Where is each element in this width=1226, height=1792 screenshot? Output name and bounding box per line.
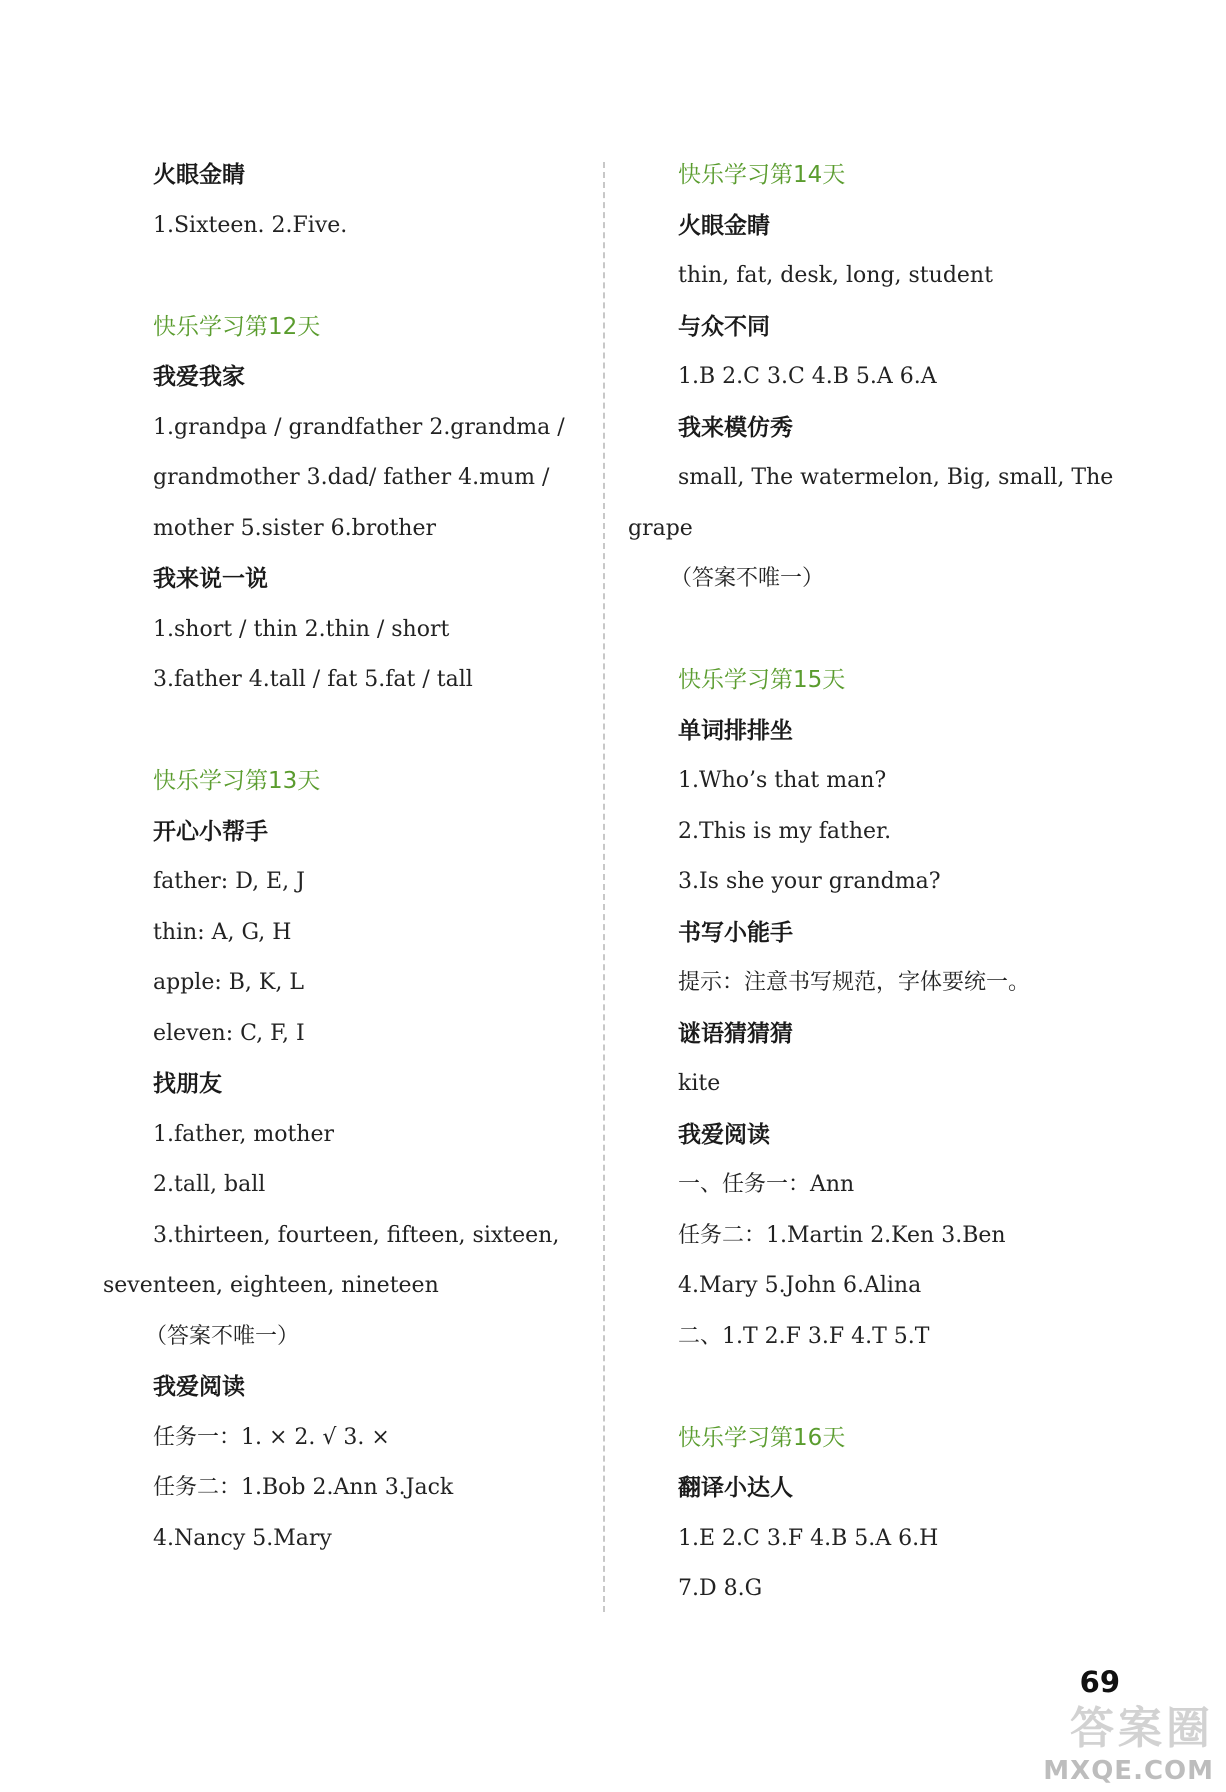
section-title: 找朋友	[153, 1071, 222, 1097]
section-title: 单词排排坐	[678, 717, 793, 744]
answer-line: seventeen, eighteen, nineteen	[103, 1273, 439, 1298]
answer-line: 1.grandpa / grandfather 2.grandma /	[153, 414, 565, 440]
answer-line: grandmother 3.dad/ father 4.mum /	[153, 465, 550, 490]
answer-line: 7.D 8.G	[678, 1576, 763, 1601]
section-title: 我爱阅读	[153, 1374, 245, 1400]
answer-line: small, The watermelon, Big, small, The	[678, 465, 1114, 490]
answer-line: 1.E 2.C 3.F 4.B 5.A 6.H	[678, 1525, 939, 1551]
answer-line: 任务二：1.Bob 2.Ann 3.Jack	[153, 1475, 454, 1500]
answer-line: 3.thirteen, fourteen, fifteen, sixteen,	[153, 1222, 560, 1248]
answer-line: apple: B, K, L	[153, 970, 304, 995]
day-12-title: 快乐学习第12天	[153, 313, 321, 340]
section-title: 开心小帮手	[153, 818, 268, 845]
left-column	[103, 150, 593, 1564]
answer-line: mother 5.sister 6.brother	[153, 515, 437, 541]
answer-note: （答案不唯一）	[145, 1323, 300, 1349]
answer-line: thin: A, G, H	[153, 919, 292, 945]
day-13-title: 快乐学习第13天	[153, 768, 321, 794]
answer-line: 提示：注意书写规范，字体要统一。	[678, 970, 1031, 995]
answer-line: 任务一：1. × 2. √ 3. ×	[153, 1424, 390, 1450]
page-number: 69	[1079, 1665, 1120, 1699]
answer-line: 一、任务一：Ann	[678, 1172, 855, 1197]
answer-line: 任务二：1.Martin 2.Ken 3.Ben	[678, 1222, 1006, 1248]
answer-line: 1.father, mother	[153, 1121, 335, 1147]
section-title: 我来模仿秀	[678, 414, 793, 441]
section-title: 谜语猜猜猜	[678, 1020, 793, 1047]
section-title: 火眼金睛	[153, 162, 245, 188]
column-divider	[603, 162, 605, 1612]
answer-line: 1.Who’s that man?	[678, 768, 887, 793]
answer-line: 3.father 4.tall / fat 5.fat / tall	[153, 667, 473, 692]
answer-note: （答案不唯一）	[670, 566, 825, 591]
answer-line: 1.Sixteen. 2.Five.	[153, 212, 348, 238]
section-title: 翻译小达人	[678, 1475, 793, 1501]
watermark-url: MXQE.COM	[1043, 1756, 1214, 1786]
answer-line: 1.short / thin 2.thin / short	[153, 616, 450, 642]
section-title: 与众不同	[678, 313, 770, 340]
answer-line: 4.Nancy 5.Mary	[153, 1525, 332, 1551]
answer-line: 1.B 2.C 3.C 4.B 5.A 6.A	[678, 364, 937, 389]
right-column	[628, 150, 1118, 1615]
section-title: 我爱阅读	[678, 1121, 770, 1148]
watermark	[1043, 1692, 1214, 1786]
day-16-title: 快乐学习第16天	[678, 1424, 846, 1451]
answer-line: kite	[678, 1071, 721, 1096]
section-title: 我来说一说	[153, 566, 268, 592]
answer-line: father: D, E, J	[153, 869, 305, 894]
answer-line: eleven: C, F, I	[153, 1020, 305, 1046]
answer-line: 2.This is my father.	[678, 818, 892, 844]
answer-line: thin, fat, desk, long, student	[678, 263, 993, 288]
day-15-title: 快乐学习第15天	[678, 667, 846, 693]
day-14-title: 快乐学习第14天	[678, 162, 846, 188]
section-title: 火眼金睛	[678, 212, 770, 239]
section-title: 我爱我家	[153, 364, 245, 390]
watermark-text: 答案圈	[1070, 1703, 1214, 1754]
section-title: 书写小能手	[678, 919, 793, 946]
answer-line: grape	[628, 515, 693, 541]
answer-line: 二、1.T 2.F 3.F 4.T 5.T	[678, 1323, 930, 1349]
answer-line: 4.Mary 5.John 6.Alina	[678, 1273, 922, 1298]
answer-line: 3.Is she your grandma?	[678, 869, 941, 894]
answer-line: 2.tall, ball	[153, 1172, 266, 1197]
